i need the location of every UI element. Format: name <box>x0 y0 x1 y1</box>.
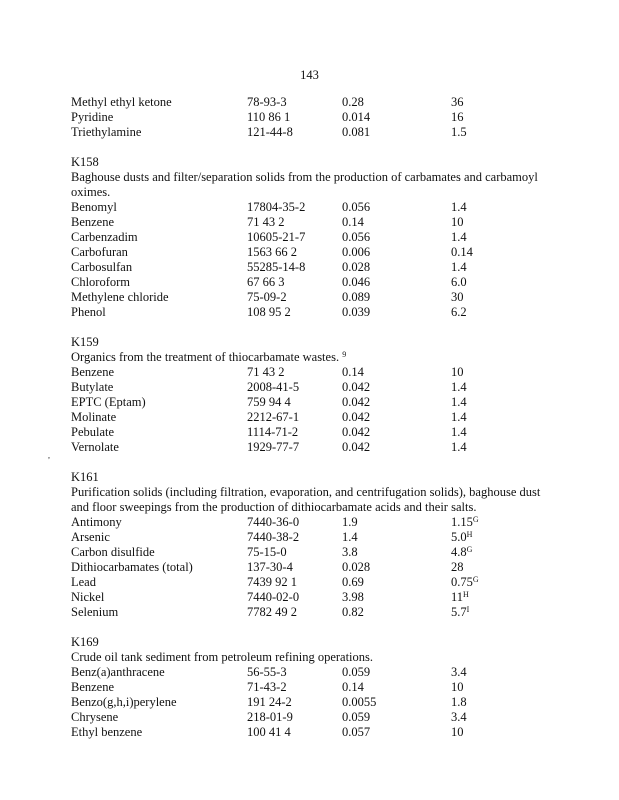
cas-number: 1929-77-7 <box>247 440 300 454</box>
cas-number: 1114-71-2 <box>247 425 299 439</box>
nonwastewater-standard: 6.2 <box>451 305 467 319</box>
footnote-marker: 9 <box>342 350 347 359</box>
cas-number: 7440-02-0 <box>247 590 300 604</box>
constituent-name: Chloroform <box>71 275 131 289</box>
cas-number: 75-15-0 <box>247 545 287 559</box>
nonwastewater-standard: 1.4 <box>451 440 467 454</box>
cas-number: 108 95 2 <box>247 305 291 319</box>
wastewater-standard: 3.98 <box>342 590 364 604</box>
wastewater-standard: 0.056 <box>342 230 371 244</box>
cas-number: 78-93-3 <box>247 95 287 109</box>
constituent-name: Carbenzadim <box>71 230 138 244</box>
nonwastewater-standard: 11 <box>451 590 464 604</box>
constituent-name: Lead <box>71 575 96 589</box>
wastewater-standard: 3.8 <box>342 545 358 559</box>
cas-number: 71 43 2 <box>247 365 285 379</box>
nonwastewater-standard: 1.4 <box>451 425 467 439</box>
nonwastewater-standard: 1.4 <box>451 395 467 409</box>
cas-number: 71-43-2 <box>247 680 287 694</box>
waste-description-text: Organics from the treatment of thiocarbamate wastes. <box>71 350 340 364</box>
table-row <box>71 695 551 710</box>
nonwastewater-standard-cell <box>451 200 467 215</box>
wastewater-standard: 0.0055 <box>342 695 377 709</box>
cas-number: 7782 49 2 <box>247 605 297 619</box>
wastewater-standard: 0.042 <box>342 425 371 439</box>
wastewater-standard: 0.039 <box>342 305 371 319</box>
nonwastewater-standard: 16 <box>451 110 464 124</box>
nonwastewater-standard: 3.4 <box>451 665 467 679</box>
waste-description-text: Baghouse dusts and filter/separation solids from the production of carbamates and carbamoyl oximes. <box>71 170 538 199</box>
constituent-name: Methylene chloride <box>71 290 169 304</box>
nonwastewater-standard-cell <box>451 665 467 680</box>
cas-number: 759 94 4 <box>247 395 291 409</box>
nonwastewater-standard: 10 <box>451 365 464 379</box>
wastewater-standard: 0.042 <box>342 380 371 394</box>
constituent-name: Phenol <box>71 305 106 319</box>
waste-code: K169 <box>71 635 99 649</box>
constituent-name: Butylate <box>71 380 114 394</box>
constituent-name: Benomyl <box>71 200 117 214</box>
table-row <box>71 410 551 425</box>
waste-description-text: Crude oil tank sediment from petroleum refining operations. <box>71 650 374 664</box>
footnote-marker: H <box>466 530 473 539</box>
wastewater-standard: 0.28 <box>342 95 364 109</box>
table-row <box>71 380 551 395</box>
constituent-name: Triethylamine <box>71 125 142 139</box>
wastewater-standard: 0.056 <box>342 200 371 214</box>
table-row <box>71 395 551 410</box>
nonwastewater-standard: 0.14 <box>451 245 473 259</box>
nonwastewater-standard-cell <box>451 95 464 110</box>
cas-number: 137-30-4 <box>247 560 293 574</box>
nonwastewater-standard-cell <box>451 305 467 320</box>
wastewater-standard: 0.057 <box>342 725 371 739</box>
footnote-marker: G <box>472 515 479 524</box>
table-row <box>71 230 551 245</box>
wastewater-standard: 0.042 <box>342 395 371 409</box>
section-spacer <box>71 620 551 635</box>
table-row <box>71 605 551 620</box>
waste-description-text: Purification solids (including filtration, evaporation, and centrifugation solids), baghouse dust and floor sweepings from the production of dithiocarbamate acids and their salts. <box>71 485 541 514</box>
table-row <box>71 530 551 545</box>
nonwastewater-standard-cell <box>451 275 467 290</box>
constituent-name: Nickel <box>71 590 105 604</box>
cas-number: 7440-38-2 <box>247 530 300 544</box>
table-row <box>71 215 551 230</box>
nonwastewater-standard-cell <box>451 410 467 425</box>
nonwastewater-standard-cell <box>451 380 467 395</box>
constituent-name: Chrysene <box>71 710 119 724</box>
wastewater-standard: 0.059 <box>342 710 371 724</box>
cas-number: 56-55-3 <box>247 665 287 679</box>
nonwastewater-standard: 1.4 <box>451 200 467 214</box>
regulation-table <box>71 95 551 740</box>
constituent-name: Benz(a)anthracene <box>71 665 165 679</box>
nonwastewater-standard-cell <box>451 110 464 125</box>
table-row <box>71 200 551 215</box>
wastewater-standard: 1.4 <box>342 530 358 544</box>
table-row <box>71 125 551 140</box>
constituent-name: Molinate <box>71 410 117 424</box>
constituent-name: Methyl ethyl ketone <box>71 95 172 109</box>
nonwastewater-standard-cell <box>451 290 464 305</box>
cas-number: 1563 66 2 <box>247 245 297 259</box>
nonwastewater-standard: 1.5 <box>451 125 467 139</box>
section-spacer <box>71 140 551 155</box>
nonwastewater-standard-cell <box>451 425 467 440</box>
nonwastewater-standard-cell <box>451 215 464 230</box>
nonwastewater-standard: 10 <box>451 680 464 694</box>
wastewater-standard: 0.14 <box>342 680 364 694</box>
nonwastewater-standard-cell <box>451 125 467 140</box>
wastewater-standard: 0.059 <box>342 665 371 679</box>
wastewater-standard: 0.82 <box>342 605 364 619</box>
nonwastewater-standard-cell <box>451 440 467 455</box>
constituent-name: Benzene <box>71 680 115 694</box>
constituent-name: Benzo(g,h,i)perylene <box>71 695 177 709</box>
wastewater-standard: 0.69 <box>342 575 364 589</box>
nonwastewater-standard-cell <box>451 260 467 275</box>
cas-number: 17804-35-2 <box>247 200 306 214</box>
wastewater-standard: 0.028 <box>342 260 371 274</box>
nonwastewater-standard-cell <box>451 605 469 620</box>
cas-number: 55285-14-8 <box>247 260 306 274</box>
cas-number: 71 43 2 <box>247 215 285 229</box>
table-row <box>71 575 551 590</box>
constituent-name: Ethyl benzene <box>71 725 143 739</box>
constituent-name: Carbofuran <box>71 245 128 259</box>
nonwastewater-standard: 1.4 <box>451 230 467 244</box>
nonwastewater-standard: 30 <box>451 290 464 304</box>
table-row <box>71 245 551 260</box>
constituent-name: EPTC (Eptam) <box>71 395 146 409</box>
nonwastewater-standard: 1.4 <box>451 410 467 424</box>
nonwastewater-standard-cell <box>451 590 469 605</box>
constituent-name: Carbon disulfide <box>71 545 155 559</box>
table-row <box>71 545 551 560</box>
constituent-name: Benzene <box>71 365 115 379</box>
table-row <box>71 725 551 740</box>
constituent-name: Carbosulfan <box>71 260 133 274</box>
wastewater-standard: 0.081 <box>342 125 371 139</box>
nonwastewater-standard: 3.4 <box>451 710 467 724</box>
nonwastewater-standard: 10 <box>451 215 464 229</box>
nonwastewater-standard: 1.4 <box>451 380 467 394</box>
waste-code: K158 <box>71 155 99 169</box>
waste-code: K159 <box>71 335 99 349</box>
section-spacer <box>71 455 551 470</box>
nonwastewater-standard-cell <box>451 395 467 410</box>
waste-description <box>71 485 549 515</box>
wastewater-standard: 0.089 <box>342 290 371 304</box>
cas-number: 7439 92 1 <box>247 575 297 589</box>
nonwastewater-standard-cell <box>451 680 464 695</box>
cas-number: 7440-36-0 <box>247 515 300 529</box>
section-spacer <box>71 320 551 335</box>
wastewater-standard: 0.006 <box>342 245 371 259</box>
waste-description <box>71 170 549 200</box>
cas-number: 2212-67-1 <box>247 410 300 424</box>
table-row <box>71 275 551 290</box>
cas-number: 121-44-8 <box>247 125 293 139</box>
nonwastewater-standard-cell <box>451 575 479 590</box>
nonwastewater-standard-cell <box>451 530 472 545</box>
constituent-name: Vernolate <box>71 440 119 454</box>
constituent-name: Selenium <box>71 605 119 619</box>
constituent-name: Antimony <box>71 515 122 529</box>
nonwastewater-standard: 1.15 <box>451 515 473 529</box>
nonwastewater-standard: 0.75 <box>451 575 473 589</box>
footnote-marker: G <box>466 545 473 554</box>
table-row <box>71 260 551 275</box>
footnote-marker: H <box>463 590 469 599</box>
nonwastewater-standard: 1.4 <box>451 260 467 274</box>
constituent-name: Dithiocarbamates (total) <box>71 560 193 574</box>
nonwastewater-standard-cell <box>451 515 479 530</box>
constituent-name: Benzene <box>71 215 115 229</box>
margin-mark: , <box>48 451 50 460</box>
nonwastewater-standard-cell <box>451 695 467 710</box>
cas-number: 100 41 4 <box>247 725 291 739</box>
page-number: 143 <box>300 68 319 82</box>
wastewater-standard: 0.14 <box>342 365 364 379</box>
cas-number: 218-01-9 <box>247 710 293 724</box>
waste-description <box>71 650 549 665</box>
footnote-marker: I <box>466 605 470 614</box>
nonwastewater-standard-cell <box>451 365 464 380</box>
nonwastewater-standard-cell <box>451 725 464 740</box>
table-row <box>71 710 551 725</box>
nonwastewater-standard: 5.7 <box>451 605 467 619</box>
wastewater-standard: 0.042 <box>342 410 371 424</box>
waste-description <box>71 350 549 365</box>
wastewater-standard: 0.14 <box>342 215 364 229</box>
table-row <box>71 515 551 530</box>
table-row <box>71 305 551 320</box>
footnote-marker: G <box>472 575 479 584</box>
wastewater-standard: 0.014 <box>342 110 371 124</box>
cas-number: 2008-41-5 <box>247 380 300 394</box>
table-row <box>71 560 551 575</box>
cas-number: 75-09-2 <box>247 290 287 304</box>
nonwastewater-standard: 10 <box>451 725 464 739</box>
wastewater-standard: 1.9 <box>342 515 358 529</box>
cas-number: 10605-21-7 <box>247 230 306 244</box>
nonwastewater-standard: 6.0 <box>451 275 467 289</box>
table-row <box>71 365 551 380</box>
wastewater-standard: 0.042 <box>342 440 371 454</box>
table-row <box>71 590 551 605</box>
wastewater-standard: 0.046 <box>342 275 371 289</box>
cas-number: 67 66 3 <box>247 275 285 289</box>
table-row <box>71 425 551 440</box>
nonwastewater-standard: 5.0 <box>451 530 467 544</box>
wastewater-standard: 0.028 <box>342 560 371 574</box>
table-row <box>71 680 551 695</box>
nonwastewater-standard: 4.8 <box>451 545 467 559</box>
nonwastewater-standard: 1.8 <box>451 695 467 709</box>
constituent-name: Pebulate <box>71 425 115 439</box>
cas-number: 191 24-2 <box>247 695 292 709</box>
table-row <box>71 665 551 680</box>
cas-number: 110 86 1 <box>247 110 291 124</box>
constituent-name: Pyridine <box>71 110 114 124</box>
table-row <box>71 110 551 125</box>
constituent-name: Arsenic <box>71 530 110 544</box>
table-row <box>71 290 551 305</box>
waste-code: K161 <box>71 470 99 484</box>
nonwastewater-standard-cell <box>451 245 473 260</box>
nonwastewater-standard-cell <box>451 545 472 560</box>
nonwastewater-standard-cell <box>451 230 467 245</box>
table-row <box>71 440 551 455</box>
nonwastewater-standard: 28 <box>451 560 464 574</box>
table-row <box>71 95 551 110</box>
nonwastewater-standard-cell <box>451 710 467 725</box>
nonwastewater-standard-cell <box>451 560 464 575</box>
nonwastewater-standard: 36 <box>451 95 464 109</box>
